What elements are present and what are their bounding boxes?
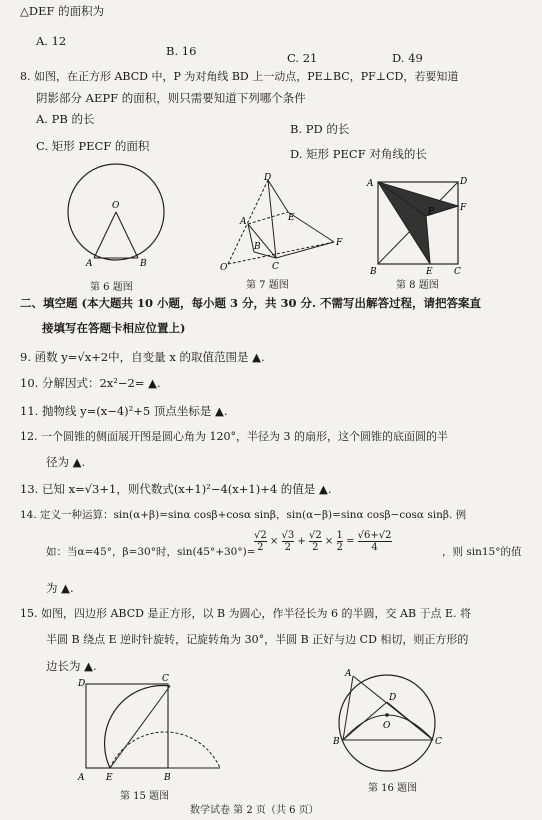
fig8-label-a: A [367,179,374,189]
fig15-label-c: C [162,674,169,684]
fig7-cf [276,242,334,258]
fig7-ef [288,212,334,242]
q10: 10. 分解因式：2x²−2= ▲. [20,376,161,390]
fig7-of [228,242,334,264]
answer-mark: ▲ [318,482,328,496]
q11: 11. 抛物线 y=(x−4)²+5 顶点坐标是 ▲. [20,404,228,418]
page-footer: 数学试卷 第 2 页（共 6 页） [190,805,319,816]
q12-line2: 径为 ▲. [46,455,86,469]
fig7-label-a: A [240,217,247,227]
q14-line1: 14. 定义一种运算：sin(α+β)=sinα cosβ+cosα sinβ，sin(α−β)=sinα cosβ−cosα sinβ. 例 [20,509,467,521]
fig16-center-point [385,713,389,717]
fig15-caption: 第 15 题图 [120,791,170,802]
fig7-label-b: B [254,242,261,252]
q12-line1: 12. 一个圆锥的侧面展开图是圆心角为 120°，半径为 3 的扇形，这个圆锥的底面圆的半 [20,430,448,443]
fig15-rotated-diameter [110,686,170,768]
q14-line2b: ，则 sin15°的值 [442,546,522,558]
figure-15 [70,670,230,790]
q7-tail: △DEF 的面积为 [20,4,105,18]
fig8-label-p: P [428,207,435,217]
q7-option-b: B. 16 [166,44,197,58]
fig8-caption: 第 8 题图 [396,280,439,291]
q8-line2: 阴影部分 AEPF 的面积，则只需要知道下列哪个条件 [36,91,306,105]
answer-mark: ▲ [61,581,71,595]
q8-option-a: A. PB 的长 [36,112,95,126]
q8-option-b: B. PD 的长 [290,122,350,136]
fig7-ae [248,212,288,224]
q7-option-d: D. 49 [392,51,423,65]
fig7-label-f: F [336,238,343,248]
fig15-rotated-arc [105,686,170,768]
q9: 9. 函数 y=√x+2中，自变量 x 的取值范围是 ▲. [20,350,265,364]
answer-mark: ▲ [84,659,94,673]
q8-option-c: C. 矩形 PECF 的面积 [36,139,150,153]
section2-title: 二、填空题 (本大题共 10 小题，每小题 3 分，共 30 分. 不需写出解答过程，请把答案直 [20,296,481,310]
answer-mark: ▲ [215,404,224,418]
fig6-label-b: B [140,259,147,269]
q7-option-c: C. 21 [287,51,318,65]
fig7-ac [248,224,276,258]
fig8-label-e: E [426,267,433,276]
q8-line1: 8. 如图，在正方形 ABCD 中，P 为对角线 BD 上一动点，PE⊥BC，PF⊥CD，若要知道 [20,70,459,83]
fig7-label-c: C [272,262,279,272]
fig7-label-d: D [264,173,272,183]
fig6-label-a: A [86,259,93,269]
figure-16 [325,668,455,778]
fig16-ab [343,676,353,740]
fig8-label-d: D [460,177,468,187]
q14-line2a: 如：当α=45°，β=30°时，sin(45°+30°)= [46,546,256,558]
fig15-label-d: D [78,679,86,689]
q13: 13. 已知 x=√3+1，则代数式(x+1)²−4(x+1)+4 的值是 ▲. [20,482,332,496]
fig15-label-e: E [106,773,113,783]
q15-line1: 15. 如图，四边形 ABCD 是正方形，以 B 为圆心，作半径长为 6 的半圆，交 AB 于点 E. 将 [20,607,472,620]
answer-mark: ▲ [72,455,82,469]
q8-option-d: D. 矩形 PECF 对角线的长 [290,147,427,161]
fig8-label-c: C [454,267,461,276]
answer-mark: ▲ [148,376,157,390]
fig8-label-b: B [370,267,377,276]
fig16-label-b: B [333,737,340,747]
fig16-label-c: C [435,737,442,747]
fig16-label-o: O [383,721,391,731]
fig16-label-a: A [345,669,352,679]
fig16-caption: 第 16 题图 [368,783,418,794]
fig7-label-e: E [288,213,295,223]
answer-mark: ▲ [252,350,261,364]
section2-subtitle: 接填写在答题卡相应位置上) [42,321,186,335]
q15-line3: 边长为 ▲. [46,659,97,673]
q15-line2: 半圆 B 绕点 E 逆时针旋转，记旋转角为 30°，半圆 B 正好与边 CD 相切，则正方形的 [46,633,469,646]
fig15-square [86,684,168,768]
fig16-label-d: D [389,693,397,703]
figure-6 [60,160,170,280]
fig6-caption: 第 6 题图 [90,282,133,293]
q14-formula: $\frac{√2}{2}$ × $\frac{√3}{2}$ + $\frac{√2}{2}$ × $\frac{1}{2}$ = $\frac{√6+√2}{4}$ [254,530,392,553]
fig6-oa [94,212,116,258]
fig15-label-b: B [164,773,171,783]
figure-8 [364,172,474,276]
figure-7 [218,172,348,272]
fig7-caption: 第 7 题图 [246,280,289,291]
fig15-label-a: A [78,773,85,783]
fig7-od [228,180,268,264]
fig6-label-o: O [112,201,120,211]
q7-option-a: A. 12 [36,34,67,48]
q14-line3: 为 ▲. [46,581,74,595]
fig15-orig-semicircle [110,732,220,768]
fig8-label-f: F [460,203,467,213]
fig6-ob [116,212,138,258]
fig7-label-o: O [220,263,228,272]
